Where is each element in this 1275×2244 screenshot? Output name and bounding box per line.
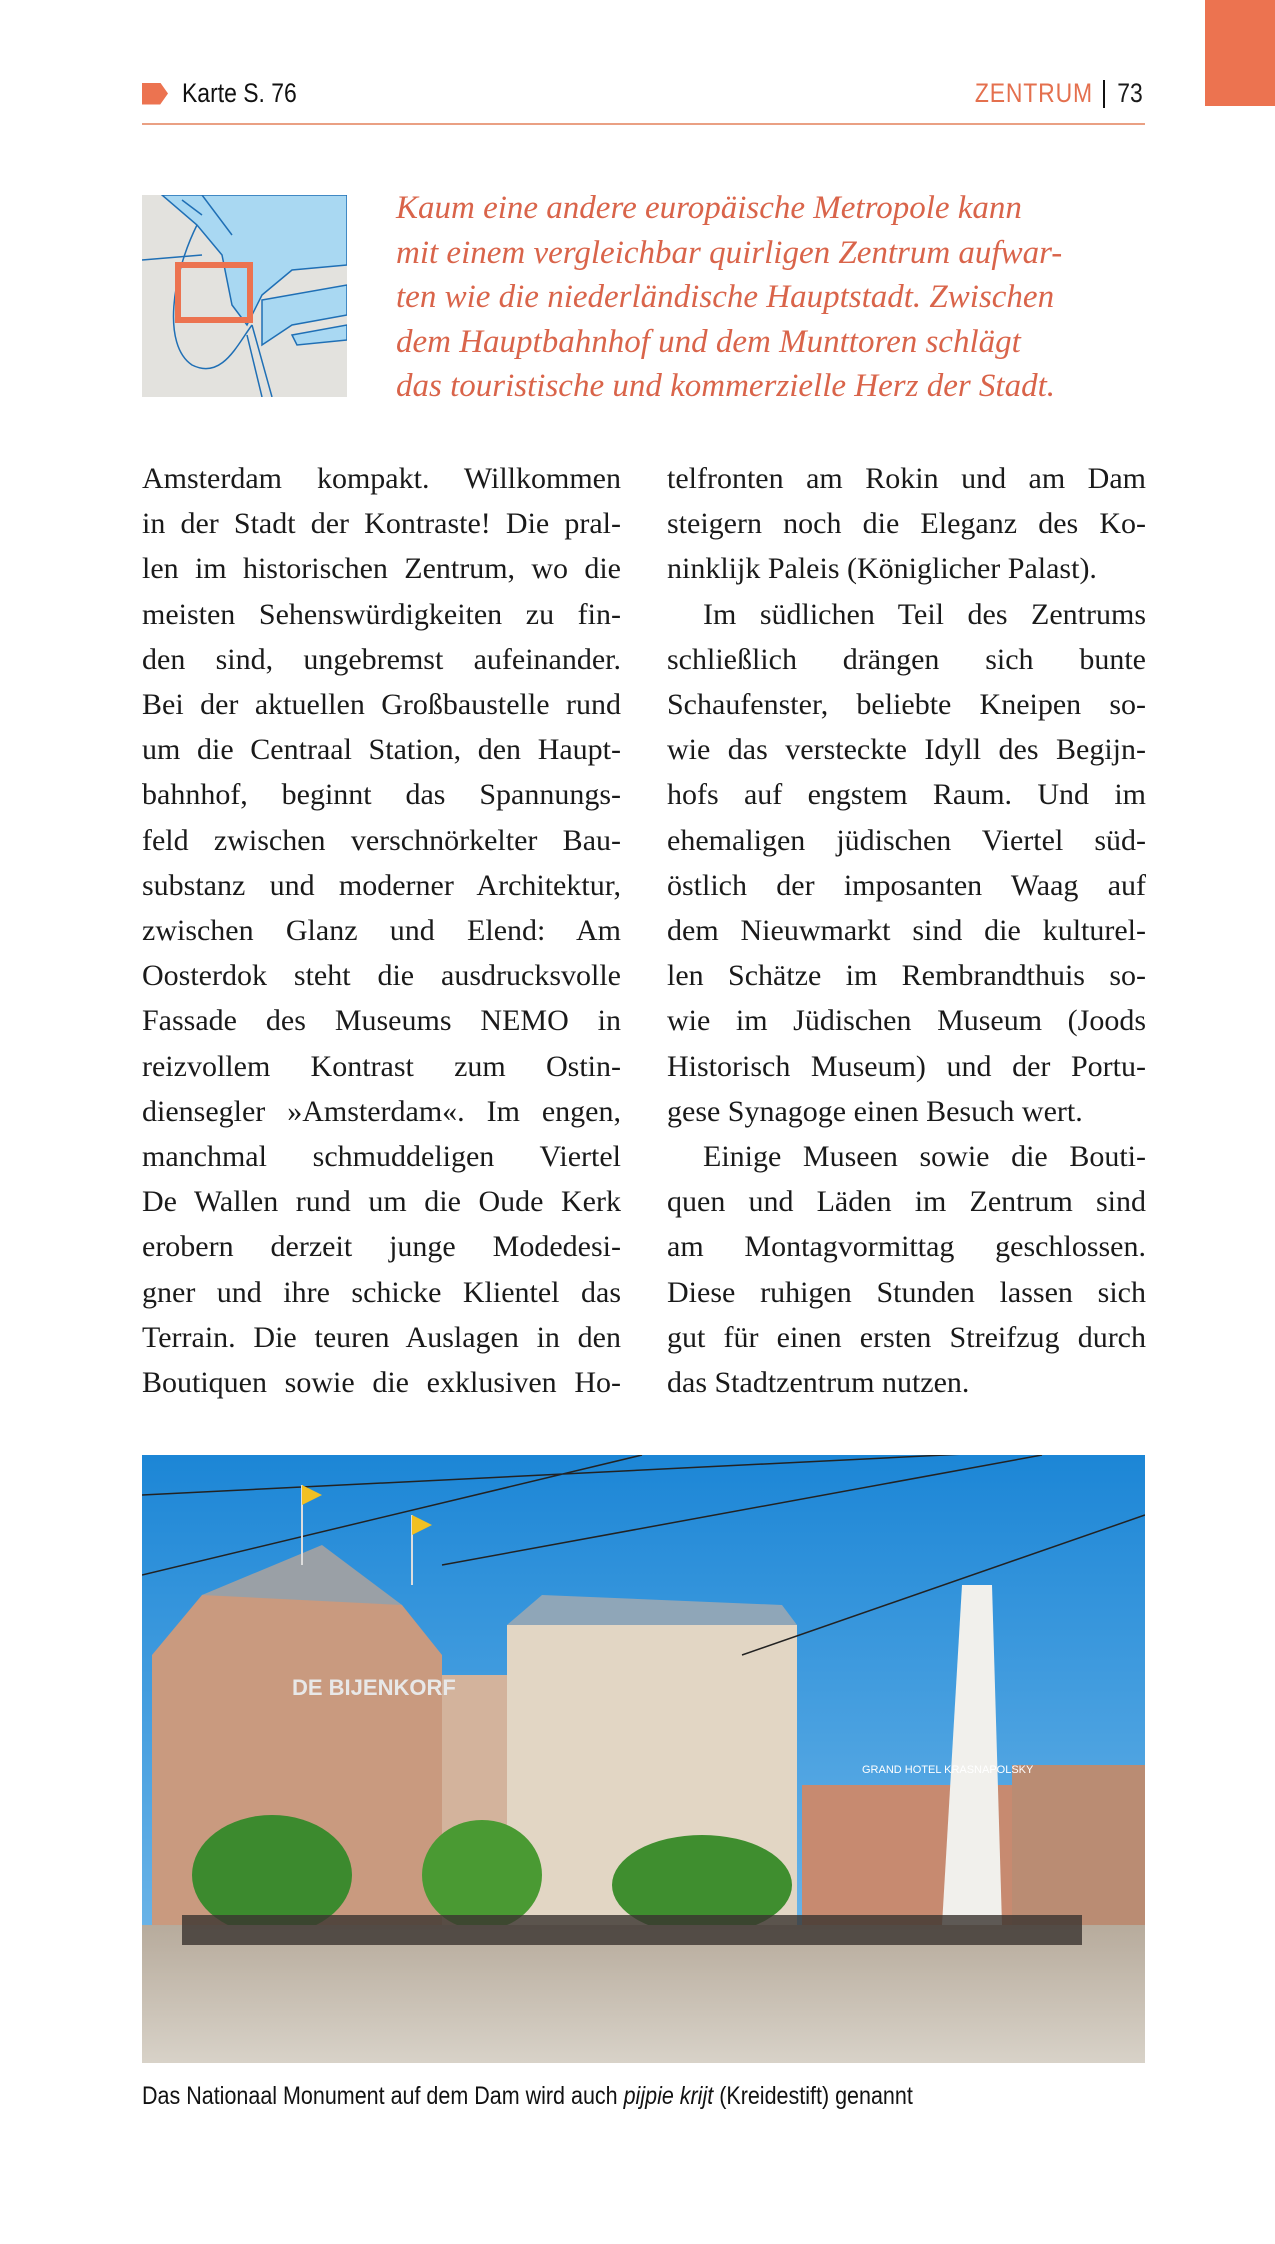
text-line: Bei der aktuellen Großbaustelle rund (142, 688, 621, 722)
text-line: manchmal schmuddeligen Viertel (142, 1140, 621, 1174)
store-sign: DE BIJENKORF (292, 1675, 456, 1700)
text-line: telfronten am Rokin und am Dam (667, 462, 1146, 495)
text-line: Amsterdam kompakt. Willkommen (142, 462, 621, 495)
text-line: quen und Läden im Zentrum sind (667, 1185, 1146, 1219)
intro-line: Kaum eine andere europäische Metropole kann (396, 190, 1022, 226)
photo-caption (142, 2082, 913, 2111)
running-header (954, 78, 1145, 109)
text-line: Schaufenster, beliebte Kneipen so- (667, 688, 1146, 722)
intro-line: das touristische und kommerzielle Herz der Stadt. (396, 368, 1056, 404)
text-line: reizvollem Kontrast zum Ostin- (142, 1049, 621, 1083)
map-reference-label: Karte S. 76 (182, 78, 297, 108)
text-line: Einige Museen sowie die Bouti- (703, 1140, 1146, 1174)
arrow-icon (142, 83, 168, 105)
text-line: feld zwischen verschnörkelter Bau- (142, 823, 621, 857)
text-line: dem Nieuwmarkt sind die kulturel- (667, 914, 1146, 948)
text-line: Diese ruhigen Stunden lassen sich (667, 1275, 1146, 1309)
locator-map (142, 195, 347, 397)
text-line: in der Stadt der Kontraste! Die pral- (142, 507, 621, 541)
text-line: diensegler »Amsterdam«. Im engen, (142, 1094, 621, 1128)
intro-text (396, 186, 1156, 409)
text-line: wie das versteckte Idyll des Begijn- (667, 733, 1146, 767)
map-reference[interactable] (142, 78, 317, 109)
text-line: gner und ihre schicke Klientel das (142, 1275, 621, 1309)
hotel-sign: GRAND HOTEL KRASNAPOLSKY (862, 1764, 1034, 1776)
text-line: steigern noch die Eleganz des Ko- (667, 507, 1146, 541)
text-line: len Schätze im Rembrandthuis so- (667, 959, 1146, 993)
text-line: hofs auf engstem Raum. Und im (667, 778, 1146, 812)
body-column-left (142, 456, 621, 1405)
caption-text-end: (Kreidestift) genannt (713, 2082, 913, 2110)
text-line: das Stadtzentrum nutzen. (667, 1366, 970, 1400)
photo-dam-square (142, 1455, 1145, 2063)
text-line: De Wallen rund um die Oude Kerk (142, 1185, 621, 1219)
text-line: gese Synagoge einen Besuch wert. (667, 1094, 1083, 1128)
text-line: ninklijk Paleis (Königlicher Palast). (667, 552, 1097, 586)
text-line: schließlich drängen sich bunte (667, 642, 1146, 676)
text-line: zwischen Glanz und Elend: Am (142, 914, 621, 948)
text-line: Oosterdok steht die ausdrucksvolle (142, 959, 621, 993)
section-name: ZENTRUM (974, 78, 1093, 108)
text-line: erobern derzeit junge Modedesi- (142, 1230, 621, 1264)
text-line: substanz und moderner Architektur, (142, 868, 621, 902)
text-line: Terrain. Die teuren Auslagen in den (142, 1320, 621, 1354)
text-line: Fassade des Museums NEMO in (142, 1004, 621, 1038)
page-number: 73 (1117, 78, 1143, 108)
text-line: am Montagvormittag geschlossen. (667, 1230, 1146, 1264)
body-column-right (667, 456, 1146, 1405)
intro-line: dem Hauptbahnhof und dem Munttoren schlägt (396, 323, 1021, 360)
text-line: meisten Sehenswürdigkeiten zu fin- (142, 597, 621, 631)
text-line: um die Centraal Station, den Haupt- (142, 733, 621, 767)
text-line: wie im Jüdischen Museum (Joods (667, 1004, 1146, 1038)
header-divider (1103, 80, 1105, 108)
caption-italic: pijpie krijt (623, 2082, 714, 2110)
text-line: den sind, ungebremst aufeinander. (142, 642, 621, 676)
text-line: ehemaligen jüdischen Viertel süd- (667, 823, 1146, 857)
intro-line: mit einem vergleichbar quirligen Zentrum aufwar- (396, 234, 1063, 271)
text-line: Im südlichen Teil des Zentrums (703, 597, 1146, 631)
text-line: Boutiquen sowie die exklusiven Ho- (142, 1366, 621, 1400)
text-line: len im historischen Zentrum, wo die (142, 552, 621, 586)
text-line: Historisch Museum) und der Portu- (667, 1049, 1146, 1083)
text-line: gut für einen ersten Streifzug durch (667, 1320, 1146, 1354)
text-line: östlich der imposanten Waag auf (667, 868, 1146, 902)
header-rule (142, 123, 1145, 125)
chapter-tab (1205, 0, 1275, 106)
text-line: bahnhof, beginnt das Spannungs- (142, 778, 621, 812)
intro-line: ten wie die niederländische Hauptstadt. Zwischen (396, 279, 1055, 315)
caption-text: Das Nationaal Monument auf dem Dam wird auch (142, 2082, 624, 2110)
